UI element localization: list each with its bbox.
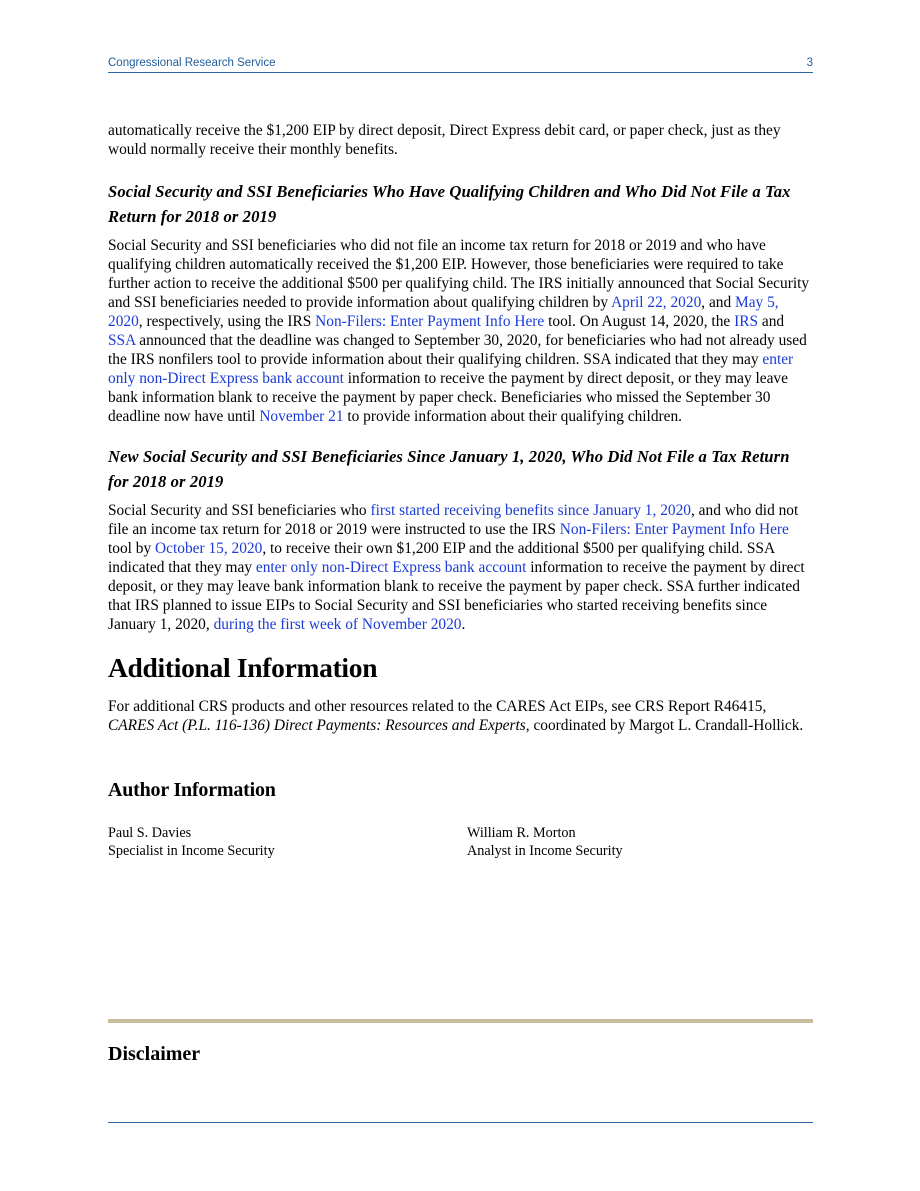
link-first-week-november[interactable]: during the first week of November 2020	[213, 616, 462, 633]
link-bank-account-2[interactable]: enter only non-Direct Express bank account	[255, 559, 527, 576]
text-run: For additional CRS products and other resources related to the CARES Act EIPs, see CRS Report R46415,	[108, 698, 767, 715]
link-october-15[interactable]: October 15, 2020	[155, 540, 263, 557]
text-run: announced that the deadline was changed to September 30, 2020, for beneficiaries who had not already used the IRS nonfilers tool to provide information about their qualifying children. SSA indicated that they may	[108, 332, 807, 368]
link-april-22[interactable]: April 22, 2020	[611, 294, 702, 311]
additional-info-heading: Additional Information	[108, 652, 378, 683]
author-role: Analyst in Income Security	[467, 842, 623, 859]
text-run: tool by	[108, 540, 156, 557]
author-entry	[108, 825, 275, 860]
text-run: , coordinated by Margot L. Crandall-Hollick.	[525, 717, 804, 734]
disclaimer-heading: Disclaimer	[108, 1043, 201, 1065]
page-header	[108, 57, 813, 73]
link-may-5[interactable]: May 5, 2020	[108, 294, 779, 330]
author-info-heading: Author Information	[108, 779, 276, 801]
footer-rule	[108, 1122, 813, 1123]
intro-paragraph: automatically receive the $1,200 EIP by direct deposit, Direct Express debit card, or paper check, just as they would normally receive their monthly benefits.	[108, 122, 781, 158]
additional-info-paragraph	[108, 697, 813, 735]
link-first-started-benefits[interactable]: first started receiving benefits since January 1, 2020	[370, 502, 691, 519]
link-irs[interactable]: IRS	[734, 313, 759, 330]
link-non-filers-tool-2[interactable]: Non-Filers: Enter Payment Info Here	[559, 521, 789, 538]
text-run: , respectively, using the IRS	[138, 313, 316, 330]
link-ssa[interactable]: SSA	[108, 332, 136, 349]
link-non-filers-tool[interactable]: Non-Filers: Enter Payment Info Here	[315, 313, 545, 330]
text-run: tool. On August 14, 2020, the	[544, 313, 735, 330]
section1-heading: Social Security and SSI Beneficiaries Who Have Qualifying Children and Who Did Not File a Tax Return for 2018 or 2019	[108, 182, 791, 226]
section-divider	[108, 1019, 813, 1023]
header-org-name: Congressional Research Service	[108, 57, 276, 69]
link-november-21[interactable]: November 21	[259, 408, 344, 425]
author-name: William R. Morton	[467, 825, 576, 841]
document-body	[108, 121, 813, 865]
text-run: , and	[701, 294, 736, 311]
author-name: Paul S. Davies	[108, 825, 192, 841]
link-bank-account[interactable]: enter only non-Direct Express bank account	[108, 351, 794, 387]
section1-paragraph	[108, 236, 813, 426]
text-run: , and who did not file an income tax return for 2018 or 2019 were instructed to use the IRS	[108, 502, 799, 538]
text-run: and	[758, 313, 785, 330]
text-run: to provide information about their qualifying children.	[343, 408, 683, 425]
author-entry	[467, 825, 623, 860]
text-run: .	[461, 616, 466, 633]
text-run: Social Security and SSI beneficiaries who did not file an income tax return for 2018 or 2019 and who have qualifying children automatically received the $1,200 EIP. However, those beneficiaries were required to take further action to receive the additional $500 per qualifying child. The IRS initially announced that Social Security and SSI beneficiaries needed to provide information about qualifying children by	[108, 237, 810, 311]
text-run: information to receive the payment by direct deposit, or they may leave bank information blank to receive the payment by paper check. SSA further indicated that IRS planned to issue EIPs to Social Security and SSI beneficiaries who started receiving benefits since January 1, 2020,	[108, 559, 805, 633]
author-role: Specialist in Income Security	[108, 842, 275, 859]
page-number: 3	[806, 57, 813, 69]
section2-paragraph	[108, 501, 813, 634]
author-list	[108, 825, 813, 865]
text-run: , to receive their own $1,200 EIP and the additional $500 per qualifying child. SSA indicated that they may	[108, 540, 775, 576]
header-rule	[108, 72, 813, 73]
text-run: Social Security and SSI beneficiaries who	[108, 502, 371, 519]
report-title: CARES Act (P.L. 116-136) Direct Payments: Resources and Experts	[108, 717, 526, 734]
text-run: information to receive the payment by direct deposit, or they may leave bank information blank to receive the payment by paper check. Beneficiaries who missed the September 30 deadline now have until	[108, 370, 788, 425]
section2-heading: New Social Security and SSI Beneficiaries Since January 1, 2020, Who Did Not File a Tax Return for 2018 or 2019	[108, 447, 790, 491]
